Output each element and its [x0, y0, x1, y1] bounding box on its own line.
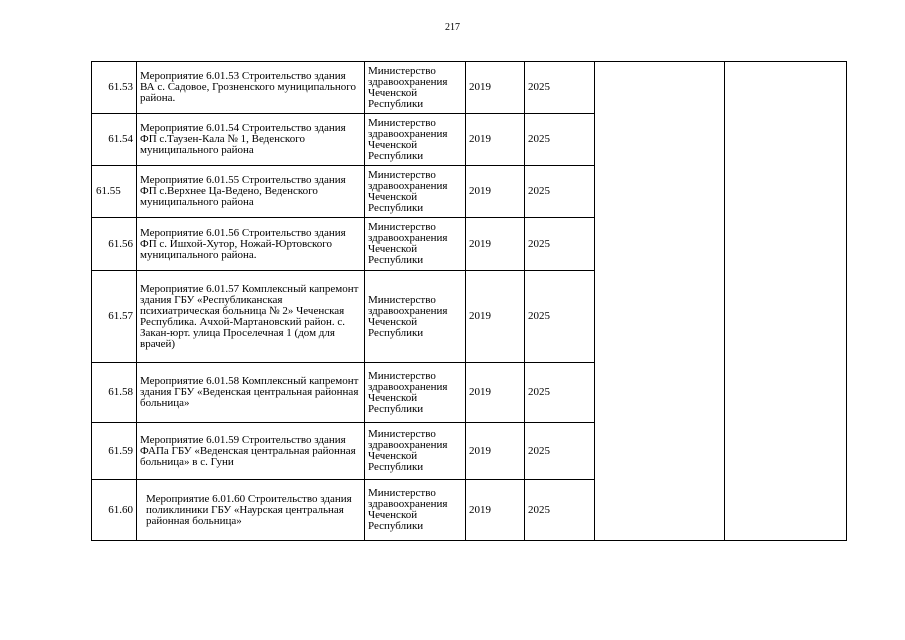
responsible-ministry: Министерство здравоохранения Чеченской Республики	[365, 114, 466, 166]
start-year: 2019	[466, 363, 525, 423]
empty-column-cell	[725, 62, 847, 541]
event-name: Мероприятие 6.01.57 Комплексный капремонт здания ГБУ «Республиканская психиатрическая больница № 2» Чеченская Республика. Ачхой-Мартановский район. с. Закан-юрт. улица Проселечная 1 (дом для врачей)	[137, 271, 365, 363]
event-name: Мероприятие 6.01.53 Строительство здания ВА с. Садовое, Грозненского муниципального района.	[137, 62, 365, 114]
event-name: Мероприятие 6.01.59 Строительство здания ФАПа ГБУ «Веденская центральная районная больница» в с. Гуни	[137, 423, 365, 480]
start-year: 2019	[466, 480, 525, 541]
responsible-ministry: Министерство здравоохранения Чеченской Республики	[365, 218, 466, 271]
responsible-ministry: Министерство здравоохранения Чеченской Республики	[365, 166, 466, 218]
empty-column-cell	[595, 62, 725, 541]
start-year: 2019	[466, 423, 525, 480]
responsible-ministry: Министерство здравоохранения Чеченской Республики	[365, 271, 466, 363]
end-year: 2025	[525, 218, 595, 271]
event-name: Мероприятие 6.01.56 Строительство здания ФП с. Ишхой-Хутор, Ножай-Юртовского муниципального района.	[137, 218, 365, 271]
start-year: 2019	[466, 218, 525, 271]
row-number: 61.55	[92, 166, 137, 218]
start-year: 2019	[466, 166, 525, 218]
row-number: 61.60	[92, 480, 137, 541]
start-year: 2019	[466, 114, 525, 166]
end-year: 2025	[525, 62, 595, 114]
table-row	[92, 62, 847, 114]
start-year: 2019	[466, 271, 525, 363]
event-name: Мероприятие 6.01.58 Комплексный капремонт здания ГБУ «Веденская центральная районная больница»	[137, 363, 365, 423]
end-year: 2025	[525, 271, 595, 363]
end-year: 2025	[525, 480, 595, 541]
start-year: 2019	[466, 62, 525, 114]
row-number: 61.59	[92, 423, 137, 480]
page-number: 217	[445, 22, 460, 33]
row-number: 61.57	[92, 271, 137, 363]
end-year: 2025	[525, 114, 595, 166]
end-year: 2025	[525, 423, 595, 480]
responsible-ministry: Министерство здравоохранения Чеченской Республики	[365, 423, 466, 480]
event-name: Мероприятие 6.01.54 Строительство здания ФП с.Таузен-Кала № 1, Веденского муниципального района	[137, 114, 365, 166]
responsible-ministry: Министерство здравоохранения Чеченской Республики	[365, 480, 466, 541]
responsible-ministry: Министерство здравоохранения Чеченской Республики	[365, 363, 466, 423]
end-year: 2025	[525, 166, 595, 218]
row-number: 61.56	[92, 218, 137, 271]
responsible-ministry: Министерство здравоохранения Чеченской Республики	[365, 62, 466, 114]
end-year: 2025	[525, 363, 595, 423]
event-name: Мероприятие 6.01.55 Строительство здания ФП с.Верхнее Ца-Ведено, Веденского муниципального района	[137, 166, 365, 218]
row-number: 61.58	[92, 363, 137, 423]
measures-table	[91, 61, 847, 541]
event-name: Мероприятие 6.01.60 Строительство здания поликлиники ГБУ «Наурская центральная районная больница»	[137, 480, 365, 541]
row-number: 61.54	[92, 114, 137, 166]
row-number: 61.53	[92, 62, 137, 114]
